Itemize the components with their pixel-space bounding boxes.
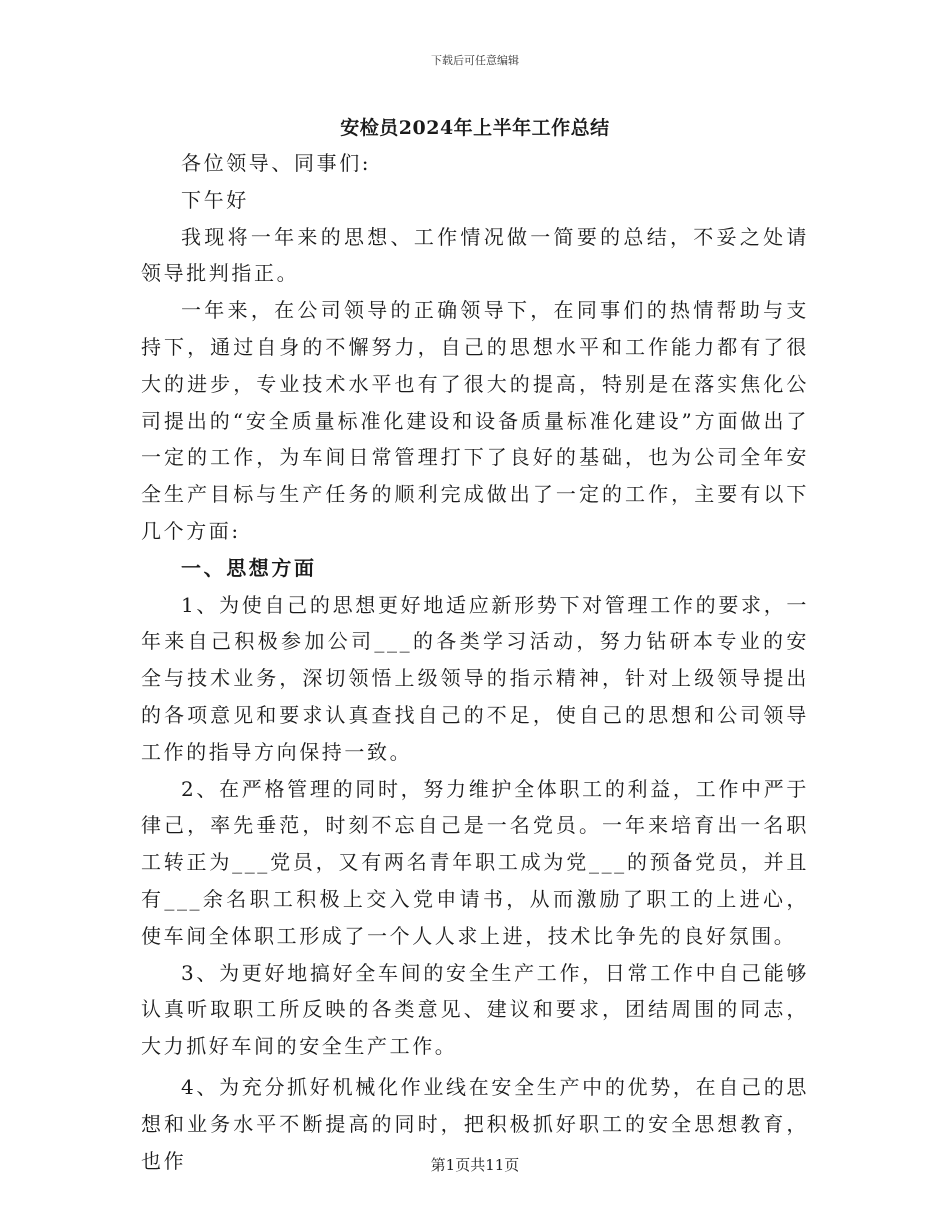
document-title: 安检员2024年上半年工作总结 [340, 117, 610, 139]
page-header-note: 下载后可任意编辑 [431, 54, 519, 67]
item-paragraph-1: 1、为使自己的思想更好地适应新形势下对管理工作的要求，一年来自己积极参加公司___的各类学习活动，努力钻研本专业的安全与技术业务，深切领悟上级领导的指示精神，针对上级领导提出的各项意见和要求认真查找自己的不足，使自己的思想和公司领导工作的指导方向保持一致。 [141, 592, 809, 764]
intro-paragraph: 我现将一年来的思想、工作情况做一简要的总结，不妥之处请领导批判指正。 [141, 224, 809, 286]
overview-paragraph: 一年来，在公司领导的正确领导下，在同事们的热情帮助与支持下，通过自身的不懈努力，自己的思想水平和工作能力都有了很大的进步，专业技术水平也有了很大的提高，特别是在落实焦化公司提出的“安全质量标准化建设和设备质量标准化建设”方面做出了一定的工作，为车间日常管理打下了良好的基础，也为公司全年安全生产目标与生产任务的顺利完成做出了一定的工作，主要有以下几个方面: [141, 298, 809, 543]
section-heading-thinking: 一、思想方面 [181, 555, 317, 580]
salutation-paragraph: 下午好 [181, 187, 249, 212]
item-paragraph-4: 4、为充分抓好机械化作业线在安全生产中的优势，在自己的思想和业务水平不断提高的同时，把积极抓好职工的安全思想教育，也作 [141, 1074, 809, 1173]
item-paragraph-3: 3、为更好地搞好全车间的安全生产工作，日常工作中自己能够认真听取职工所反映的各类意见、建议和要求，团结周围的同志，大力抓好车间的安全生产工作。 [141, 960, 809, 1059]
page-number-footer: 第1页共11页 [430, 1156, 520, 1174]
document-body [141, 145, 809, 1179]
item-paragraph-2: 2、在严格管理的同时，努力维护全体职工的利益，工作中严于律己，率先垂范，时刻不忘自己是一名党员。一年来培育出一名职工转正为___党员，又有两名青年职工成为党___的预备党员，并且有___余名职工积极上交入党申请书，从而激励了职工的上进心，使车间全体职工形成了一个人人求上进，技术比争先的良好氛围。 [141, 776, 809, 948]
greeting-paragraph: 各位领导、同事们: [181, 151, 372, 175]
